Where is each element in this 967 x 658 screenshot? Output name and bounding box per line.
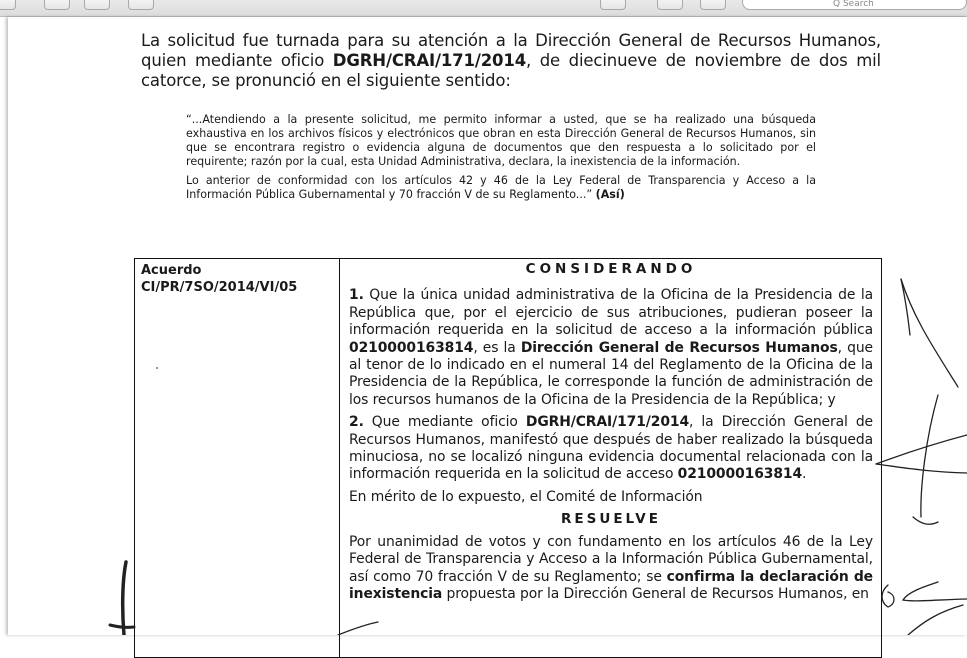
agreement-table [134, 258, 882, 658]
pen-stroke-8 [882, 585, 894, 607]
agreement-id-cell [135, 259, 340, 657]
search-input[interactable]: Q Search [742, 0, 967, 10]
zoom-in-button[interactable] [84, 0, 110, 10]
markup-button[interactable] [700, 0, 726, 10]
pen-stroke-2 [901, 279, 910, 335]
resolution-paragraph: Por unanimidad de votos y con fundamento en los artículos 46 de la Ley Federal de Transparencia y Acceso a la Información Pública Gubernamental, así como 70 fracción V de su Reglamento; se confirma la declaración de inexistencia propuesta por la Dirección General de Recursos Humanos, en [349, 533, 874, 602]
pen-stroke-12 [908, 605, 963, 635]
sidebar-toggle-button[interactable] [0, 0, 16, 10]
pen-stroke-5 [876, 464, 967, 473]
pen-stroke-3 [921, 395, 938, 517]
oficio-number: DGRH/CRAI/171/2014 [332, 51, 527, 70]
quote-paragraph-1: “...Atendiendo a la presente solicitud, me permito informar a usted, que se ha realizado una búsqueda exhaustiva en los archivos físicos y electrónicos que obran en esta Dirección General de Recursos Humanos, sin que se encontrara registro o evidencia alguna de documentos que den respuesta a lo solicitado por el requirente; razón por la cual, esta Unidad Administrativa, declara, la inexistencia de la información. [186, 113, 816, 168]
considerando-heading: CONSIDERANDO [525, 261, 697, 277]
pen-stroke-1 [901, 279, 958, 387]
agreement-body-cell [340, 259, 881, 657]
acuerdo-id: CI/PR/7SO/2014/VI/05 [141, 280, 298, 295]
considerando-2: 2. Que mediante oficio DGRH/CRAI/171/2014, la Dirección General de Recursos Humanos, manifestó que después de haber realizado la búsqueda minuciosa, no se localizó ninguna evidencia documental relacionada con la información requerida en la solicitud de acceso 0210000163814. [349, 414, 874, 483]
pen-stroke-6 [913, 517, 938, 524]
acuerdo-label: Acuerdo [141, 263, 202, 278]
share-button[interactable] [128, 0, 154, 10]
pen-stroke-7 [903, 582, 967, 601]
intro-paragraph: La solicitud fue turnada para su atención a la Dirección General de Recursos Humanos, quien mediante oficio DGRH/CRAI/171/2014, de diecinueve de noviembre de dos mil catorce, se pronunció en el siguiente sentido: [141, 31, 881, 90]
pen-stroke-10 [110, 625, 134, 627]
quote-paragraph-2: Lo anterior de conformidad con los artículos 42 y 46 de la Ley Federal de Transparencia y Acceso a la Información Pública Gubernamental y 70 fracción V de su Reglamento...” (Así) [186, 174, 816, 201]
annotate-button[interactable] [600, 0, 626, 10]
rotate-button[interactable] [657, 0, 683, 10]
pen-stroke-9 [123, 562, 126, 635]
considerando-1: 1. Que la única unidad administrativa de la Oficina de la Presidencia de la República que, por el ejercicio de sus atribuciones, pudieran poseer la información requerida en la solicitud de acceso a la información pública 0210000163814, es la Dirección General de Recursos Humanos, que al tenor de lo indicado en el numeral 14 del Reglamento de la Oficina de la Presidencia de la República, le corresponde la función de administración de los recursos humanos de la Oficina de la Presidencia de la República; y [349, 287, 873, 408]
zoom-out-button[interactable] [44, 0, 70, 10]
scan-speck [156, 367, 158, 369]
viewer-toolbar [0, 0, 967, 17]
quoted-response [186, 113, 816, 207]
pen-stroke-4 [876, 435, 967, 464]
resuelve-heading: RESUELVE [561, 511, 661, 528]
merito-line: En mérito de lo expuesto, el Comité de Información [349, 488, 703, 505]
document-page [8, 17, 967, 635]
